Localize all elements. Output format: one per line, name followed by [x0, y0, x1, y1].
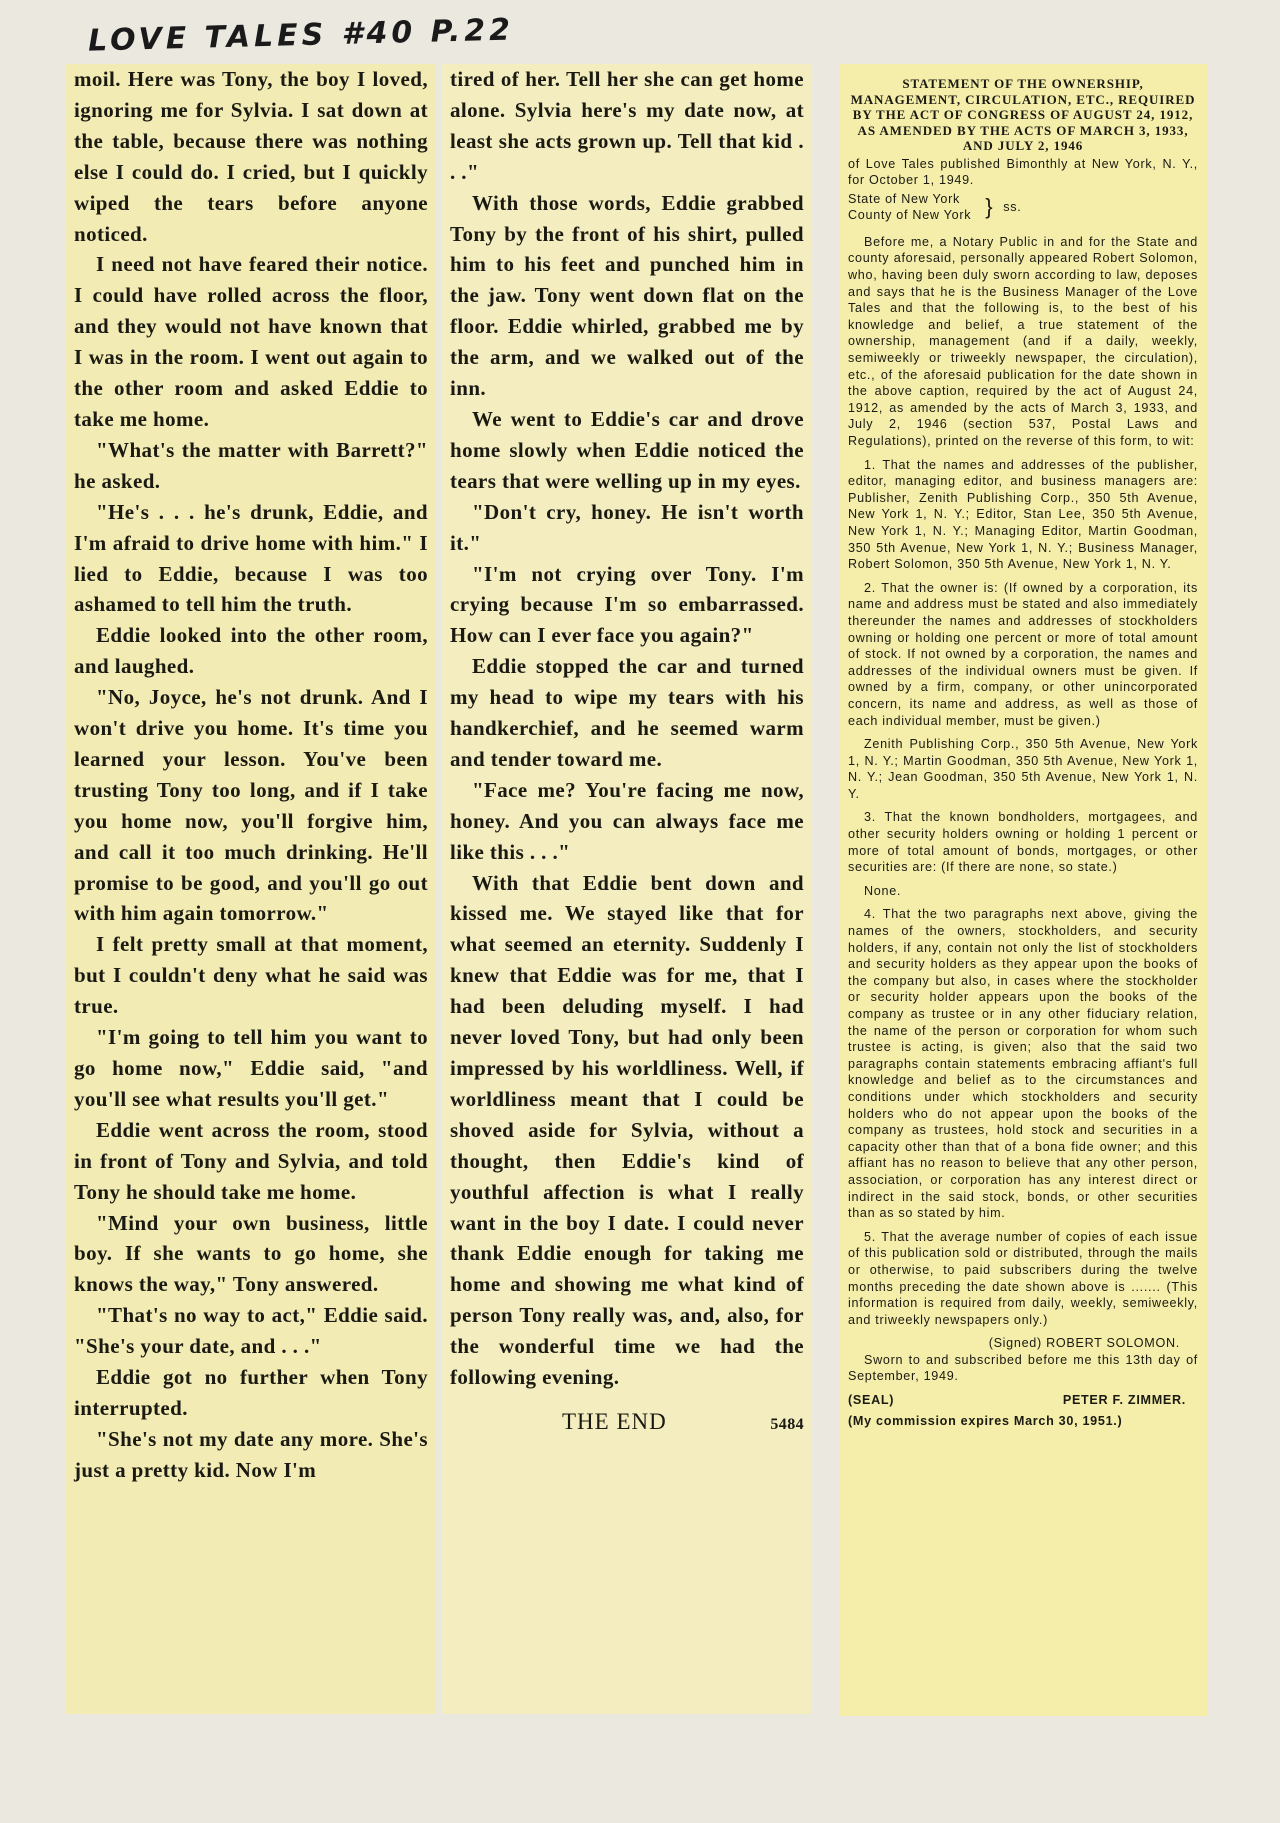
statement-paragraph: Zenith Publishing Corp., 350 5th Avenue, New York 1, N. Y.; Martin Goodman, 350 5th Avenue, New York 1, N. Y.; Jean Goodman, 350 5th Avenue, New York 1, N. Y. — [848, 737, 1198, 801]
story-paragraph: "She's not my date any more. She's just a pretty kid. Now I'm — [74, 1426, 428, 1482]
page-code: 5484 — [770, 1415, 804, 1433]
story-paragraph: Eddie looked into the other room, and laughed. — [74, 623, 428, 679]
jurisdiction-block — [848, 191, 1198, 224]
story-paragraph: "He's . . . he's drunk, Eddie, and I'm afraid to drive home with him." I lied to Eddie, because I was too ashamed to tell him the truth. — [74, 499, 428, 617]
seal-row — [848, 1392, 1198, 1409]
story-paragraph: "No, Joyce, he's not drunk. And I won't drive you home. It's time you learned your lesson. You've been trusting Tony too long, and if I take you home now, you'll forgive him, and call it too much drinking. He'll promise to be good, and you'll go out with him again tomorrow." — [74, 685, 428, 926]
story-paragraph: "Mind your own business, little boy. If she wants to go home, she knows the way," Tony answered. — [74, 1210, 428, 1297]
story-paragraph: moil. Here was Tony, the boy I loved, ignoring me for Sylvia. I sat down at the table, because there was nothing else I could do. I cried, but I quickly wiped the tears before anyone noticed. — [74, 67, 428, 246]
county-line: County of New York — [848, 208, 972, 223]
story-paragraph: "I'm not crying over Tony. I'm crying because I'm so embarrassed. How can I ever face you again?" — [450, 561, 804, 648]
story-paragraph: With those words, Eddie grabbed Tony by the front of his shirt, pulled him to his feet and punched him in the jaw. Tony went down flat on the floor. Eddie whirled, grabbed me by the arm, and we walked out of the inn. — [450, 190, 804, 401]
statement-paragraph: 2. That the owner is: (If owned by a corporation, its name and address must be stated and also immediately thereunder the names and addresses of stockholders owning or holding one percent or more of total amount of stock. If not owned by a corporation, the names and addresses of the individual owners must be given. If owned by a firm, company, or other unincorporated concern, its name and address, as well as those of each individual member, must be given.) — [848, 580, 1198, 728]
sworn-line: Sworn to and subscribed before me this 13th day of September, 1949. — [848, 1352, 1198, 1384]
statement-paragraph: 1. That the names and addresses of the publisher, editor, managing editor, and business managers are: Publisher, Zenith Publishing Corp., 350 5th Avenue, New York 1, N. Y.; Editor, Stan Lee, 350 5th Avenue, New York 1, N. Y.; Managing Editor, Martin Goodman, 350 5th Avenue, New York 1, N. Y.; Business Manager, Robert Solomon, 350 5th Avenue, New York 1, N. Y. — [848, 457, 1198, 572]
story-paragraph: We went to Eddie's car and drove home slowly when Eddie noticed the tears that were welling up in my eyes. — [450, 406, 804, 493]
story-paragraph: tired of her. Tell her she can get home alone. Sylvia here's my date now, at least she acts grown up. Tell that kid . . ." — [450, 67, 804, 184]
state-line: State of New York — [848, 191, 961, 206]
story-paragraph: "What's the matter with Barrett?" he asked. — [74, 437, 428, 493]
ownership-statement — [840, 64, 1208, 1716]
handwritten-page-note: LOVE TALES #40 P.22 — [87, 12, 515, 59]
story-paragraph: "I'm going to tell him you want to go home now," Eddie said, "and you'll see what results you'll get." — [74, 1025, 428, 1111]
statement-paragraph: 4. That the two paragraphs next above, giving the names of the owners, stockholders, and security holders, if any, contain not only the list of stockholders and security holders as they appear upon the books of the company but also, in cases where the stockholder or security holder appears upon the books of the company as trustee or in any other fiduciary relation, the name of the person or corporation for whom such trustee is acting, is given; also that the said two paragraphs contain statements embracing affiant's full knowledge and belief as to the circumstances and conditions under which stockholders and security holders who do not appear upon the books of the company as trustees, hold stock and securities in a capacity other than that of a bona fide owner; and this affiant has no reason to believe that any other person, association, or corporation has any interest direct or indirect in the said stock, bonds, or other securities than as so stated by him. — [848, 907, 1198, 1221]
story-paragraph: Eddie got no further when Tony interrupted. — [74, 1365, 428, 1420]
story-paragraph: "That's no way to act," Eddie said. "She's your date, and . . ." — [74, 1303, 428, 1359]
statement-paragraph: None. — [864, 883, 902, 898]
story-column-middle — [442, 64, 812, 1714]
publication-line: of Love Tales published Bimonthly at New York, N. Y., for October 1, 1949. — [848, 156, 1198, 188]
statement-paragraph: 5. That the average number of copies of each issue of this publication sold or distributed, through the mails or otherwise, to paid subscribers during the twelve months preceding the date shown above is ....... (This information is required from daily, weekly, semiweekly, and triweekly newspapers only.) — [848, 1229, 1198, 1327]
signature-line: (Signed) ROBERT SOLOMON. — [988, 1336, 1180, 1351]
seal-label: (SEAL) — [848, 1393, 895, 1408]
story-paragraph: I need not have feared their notice. I could have rolled across the floor, and they would not have known that I was in the room. I went out again to the other room and asked Eddie to take me home. — [74, 252, 428, 431]
story-column-left — [66, 64, 436, 1714]
commission-line: (My commission expires March 30, 1951.) — [848, 1413, 1123, 1428]
ss-label: ss. — [1003, 199, 1022, 214]
story-paragraph: Eddie stopped the car and turned my head to wipe my tears with his handkerchief, and he seemed warm and tender toward me. — [450, 654, 804, 771]
story-end-row — [450, 1407, 804, 1441]
story-paragraph: "Don't cry, honey. He isn't worth it." — [450, 499, 804, 555]
statement-heading: STATEMENT OF THE OWNERSHIP, MANAGEMENT, CIRCULATION, ETC., REQUIRED BY THE ACT OF CONGRESS OF AUGUST 24, 1912, AS AMENDED BY THE ACTS OF MARCH 3, 1933, AND JULY 2, 1946 — [850, 76, 1196, 153]
notary-name: PETER F. ZIMMER. — [1062, 1393, 1186, 1408]
statement-paragraph: Before me, a Notary Public in and for the State and county aforesaid, personally appeared Robert Solomon, who, having been duly sworn according to law, deposes and says that he is the Business Manager of the Love Tales and that the following is, to the best of his knowledge and belief, a true statement of the ownership, management (and if a daily, weekly, semiweekly or triweekly newspaper, the circulation), etc., of the aforesaid publication for the date shown in the above caption, required by the act of August 24, 1912, as amended by the acts of March 3, 1933, and July 2, 1946 (section 537, Postal Laws and Regulations), printed on the reverse of this form, to wit: — [848, 234, 1198, 448]
story-paragraph: I felt pretty small at that moment, but I couldn't deny what he said was true. — [74, 932, 428, 1019]
story-paragraph: "Face me? You're facing me now, honey. And you can always face me like this . . ." — [450, 777, 804, 864]
brace-icon: } — [985, 194, 994, 220]
the-end-label: THE END — [562, 1408, 667, 1434]
story-paragraph: With that Eddie bent down and kissed me. We stayed like that for what seemed an eternity. Suddenly I knew that Eddie was for me, that I had been deluding myself. I had never loved Tony, but had only been impressed by his worldliness. Well, if worldliness meant that I could be shoved aside for Sylvia, without a thought, then Eddie's kind of youthful affection is what I really want in the boy I date. I could never thank Eddie enough for taking me home and showing me what kind of person Tony really was, and, also, for the wonderful time we had the following evening. — [450, 870, 804, 1390]
statement-paragraph: 3. That the known bondholders, mortgagees, and other security holders owning or holding 1 percent or more of total amount of bonds, mortgages, or other securities are: (If there are none, so state.) — [848, 810, 1198, 875]
story-paragraph: Eddie went across the room, stood in front of Tony and Sylvia, and told Tony he should take me home. — [74, 1117, 428, 1204]
